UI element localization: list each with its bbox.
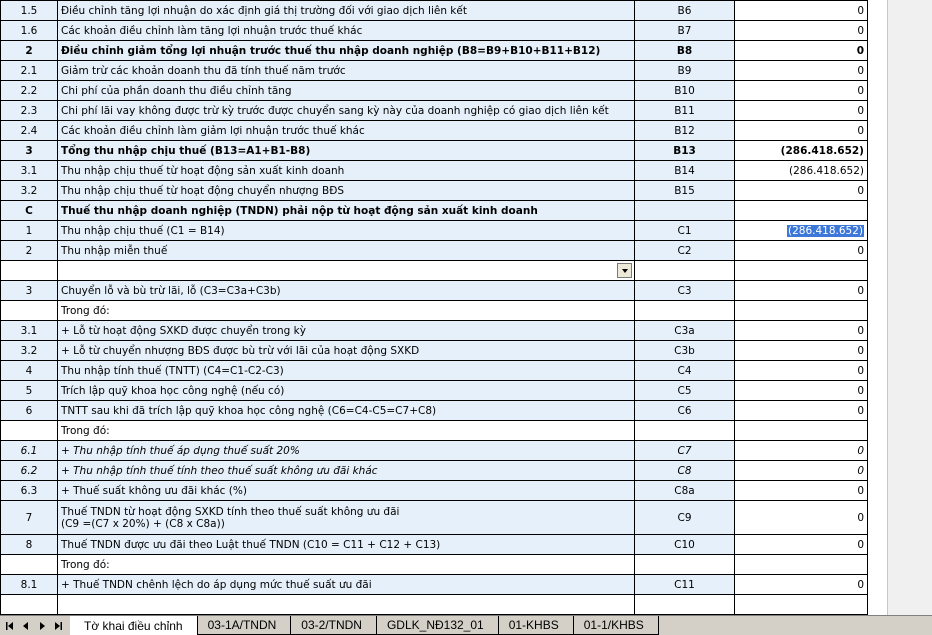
row-code-cell: C5 <box>635 381 735 401</box>
row-description-cell: + Thuế suất không ưu đãi khác (%) <box>58 481 635 501</box>
row-number-cell: 3 <box>1 141 58 161</box>
row-value-cell[interactable]: 0 <box>735 441 868 461</box>
table-row <box>1 401 868 421</box>
table-row <box>1 575 868 595</box>
sheet-tab-label: 01-KHBS <box>508 618 559 632</box>
row-value-cell[interactable] <box>735 301 868 321</box>
table-row <box>1 161 868 181</box>
row-code-cell: C1 <box>635 221 735 241</box>
row-value-cell[interactable] <box>735 261 868 281</box>
row-description-cell <box>58 595 635 615</box>
row-value-cell[interactable]: 0 <box>735 481 868 501</box>
sheet-tab[interactable] <box>194 616 292 635</box>
table-row <box>1 121 868 141</box>
table-row <box>1 595 868 615</box>
row-number-cell: 3.1 <box>1 161 58 181</box>
row-number-cell: 2.1 <box>1 61 58 81</box>
table-row <box>1 281 868 301</box>
sheet-tab[interactable] <box>70 616 198 635</box>
table-row <box>1 201 868 221</box>
row-number-cell: 2 <box>1 41 58 61</box>
table-row <box>1 241 868 261</box>
table-row <box>1 61 868 81</box>
row-code-cell: B8 <box>635 41 735 61</box>
row-description-cell: Trong đó: <box>58 421 635 441</box>
table-row <box>1 301 868 321</box>
row-description-cell: Chi phí lãi vay không được trừ kỳ trước được chuyển sang kỳ này của doanh nghiệp có giao dịch liên kết <box>58 101 635 121</box>
row-code-cell: C2 <box>635 241 735 261</box>
table-row <box>1 361 868 381</box>
row-number-cell <box>1 261 58 281</box>
row-value-cell[interactable]: 0 <box>735 121 868 141</box>
row-description-cell: Điều chỉnh giảm tổng lợi nhuận trước thuế thu nhập doanh nghiệp (B8=B9+B10+B11+B12) <box>58 41 635 61</box>
row-value-cell[interactable] <box>735 421 868 441</box>
row-code-cell: C8a <box>635 481 735 501</box>
row-number-cell <box>1 301 58 321</box>
row-description-cell <box>58 501 635 535</box>
row-description-cell: TNTT sau khi đã trích lập quỹ khoa học công nghệ (C6=C4-C5=C7+C8) <box>58 401 635 421</box>
row-value-cell[interactable]: 0 <box>735 41 868 61</box>
row-number-cell: 2 <box>1 241 58 261</box>
row-description-cell: Thuế thu nhập doanh nghiệp (TNDN) phải nộp từ hoạt động sản xuất kinh doanh <box>58 201 635 221</box>
row-number-cell: 3.2 <box>1 341 58 361</box>
row-code-cell <box>635 261 735 281</box>
row-value-cell[interactable]: 0 <box>735 181 868 201</box>
row-number-cell: C <box>1 201 58 221</box>
sheet-empty-area <box>887 0 932 615</box>
row-value-cell[interactable]: 0 <box>735 21 868 41</box>
row-description-cell: + Thu nhập tính thuế tính theo thuế suất không ưu đãi khác <box>58 461 635 481</box>
row-value-cell[interactable] <box>735 201 868 221</box>
row-value-cell[interactable]: 0 <box>735 101 868 121</box>
row-value-cell[interactable]: 0 <box>735 81 868 101</box>
row-number-cell: 1 <box>1 221 58 241</box>
row-number-cell: 2.4 <box>1 121 58 141</box>
row-description-cell: Chuyển lỗ và bù trừ lãi, lỗ (C3=C3a+C3b) <box>58 281 635 301</box>
row-code-cell: B12 <box>635 121 735 141</box>
table-row <box>1 481 868 501</box>
row-code-cell: B7 <box>635 21 735 41</box>
row-value-cell[interactable]: 0 <box>735 361 868 381</box>
row-code-cell: B11 <box>635 101 735 121</box>
row-number-cell: 6.2 <box>1 461 58 481</box>
row-code-cell: B6 <box>635 1 735 21</box>
sheet-tab-label: 03-2/TNDN <box>301 618 362 632</box>
row-value-cell[interactable]: 0 <box>735 241 868 261</box>
description-line: Thuế TNDN từ hoạt động SXKD tính theo thuế suất không ưu đãi <box>61 505 400 518</box>
row-description-cell: Giảm trừ các khoản doanh thu đã tính thuế năm trước <box>58 61 635 81</box>
row-description-cell: Thu nhập miễn thuế <box>58 241 635 261</box>
table-row <box>1 141 868 161</box>
row-description-cell: Thu nhập tính thuế (TNTT) (C4=C1-C2-C3) <box>58 361 635 381</box>
row-description-cell: Thu nhập chịu thuế (C1 = B14) <box>58 221 635 241</box>
row-description-cell: Tổng thu nhập chịu thuế (B13=A1+B1-B8) <box>58 141 635 161</box>
table-row <box>1 535 868 555</box>
row-code-cell: C10 <box>635 535 735 555</box>
sheet-right-border <box>867 0 887 615</box>
row-code-cell: C4 <box>635 361 735 381</box>
row-number-cell: 3.2 <box>1 181 58 201</box>
row-code-cell <box>635 301 735 321</box>
sheet-tab[interactable] <box>495 616 574 635</box>
row-value-cell[interactable]: 0 <box>735 321 868 341</box>
row-number-cell: 2.2 <box>1 81 58 101</box>
row-code-cell: B13 <box>635 141 735 161</box>
row-description-cell: Thuế TNDN được ưu đãi theo Luật thuế TNDN (C10 = C11 + C12 + C13) <box>58 535 635 555</box>
row-value-cell[interactable]: 0 <box>735 61 868 81</box>
row-code-cell <box>635 595 735 615</box>
table-row <box>1 261 868 281</box>
row-code-cell: C11 <box>635 575 735 595</box>
row-value-cell[interactable]: 0 <box>735 341 868 361</box>
row-number-cell: 4 <box>1 361 58 381</box>
row-description-cell: Các khoản điều chỉnh làm tăng lợi nhuận trước thuế khác <box>58 21 635 41</box>
row-description-cell: Trong đó: <box>58 301 635 321</box>
row-number-cell: 6 <box>1 401 58 421</box>
row-value-cell[interactable]: 0 <box>735 501 868 535</box>
row-description-cell: Các khoản điều chỉnh làm giảm lợi nhuận trước thuế khác <box>58 121 635 141</box>
nav-next-icon[interactable] <box>34 618 50 634</box>
row-number-cell: 5 <box>1 381 58 401</box>
row-code-cell: C3a <box>635 321 735 341</box>
row-code-cell <box>635 555 735 575</box>
row-number-cell: 6.1 <box>1 441 58 461</box>
row-code-cell: C3b <box>635 341 735 361</box>
row-number-cell: 1.6 <box>1 21 58 41</box>
sheet-tab[interactable] <box>287 616 377 635</box>
row-number-cell: 8 <box>1 535 58 555</box>
row-value-cell[interactable]: 0 <box>735 401 868 421</box>
row-value-cell[interactable]: 0 <box>735 575 868 595</box>
table-row <box>1 501 868 535</box>
selected-value[interactable]: (286.418.652) <box>788 224 863 237</box>
row-number-cell: 6.3 <box>1 481 58 501</box>
nav-prev-icon[interactable] <box>18 618 34 634</box>
row-description-cell: Chi phí của phần doanh thu điều chỉnh tăng <box>58 81 635 101</box>
row-value-cell[interactable]: 0 <box>735 1 868 21</box>
sheet-tab[interactable] <box>373 616 499 635</box>
table-row <box>1 421 868 441</box>
row-description-cell: Trích lập quỹ khoa học công nghệ (nếu có) <box>58 381 635 401</box>
row-code-cell: C8 <box>635 461 735 481</box>
row-value-cell[interactable] <box>735 555 868 575</box>
row-number-cell <box>1 555 58 575</box>
nav-last-icon[interactable] <box>50 618 66 634</box>
row-description-cell: Trong đó: <box>58 555 635 575</box>
table-row <box>1 381 868 401</box>
table-row <box>1 461 868 481</box>
description-line: (C9 =(C7 x 20%) + (C8 x C8a)) <box>61 517 225 530</box>
row-code-cell: B14 <box>635 161 735 181</box>
tab-navigation <box>0 616 66 635</box>
nav-first-icon[interactable] <box>2 618 18 634</box>
row-code-cell: B10 <box>635 81 735 101</box>
row-value-cell[interactable]: 0 <box>735 381 868 401</box>
row-code-cell: C3 <box>635 281 735 301</box>
row-number-cell: 7 <box>1 501 58 535</box>
sheet-tabs <box>70 616 655 635</box>
row-value-cell[interactable]: (286.418.652) <box>735 161 868 181</box>
row-value-cell[interactable]: (286.418.652) <box>735 141 868 161</box>
row-number-cell: 3.1 <box>1 321 58 341</box>
table-row <box>1 321 868 341</box>
row-code-cell <box>635 421 735 441</box>
row-number-cell: 1.5 <box>1 1 58 21</box>
dropdown-arrow-icon[interactable] <box>617 263 632 278</box>
table-row <box>1 341 868 361</box>
table-row <box>1 21 868 41</box>
row-description-cell: Điều chỉnh tăng lợi nhuận do xác định giá thị trường đối với giao dịch liên kết <box>58 1 635 21</box>
table-row <box>1 1 868 21</box>
row-code-cell <box>635 201 735 221</box>
sheet-tab-label: Tờ khai điều chỉnh <box>84 618 183 633</box>
row-number-cell <box>1 595 58 615</box>
table-row <box>1 101 868 121</box>
row-value-cell[interactable]: 0 <box>735 461 868 481</box>
table-row <box>1 41 868 61</box>
row-number-cell: 8.1 <box>1 575 58 595</box>
row-code-cell: C7 <box>635 441 735 461</box>
row-value-cell[interactable] <box>735 221 868 241</box>
row-description-cell: Thu nhập chịu thuế từ hoạt động sản xuất kinh doanh <box>58 161 635 181</box>
row-description-cell: + Lỗ từ chuyển nhượng BĐS được bù trừ với lãi của hoạt động SXKD <box>58 341 635 361</box>
row-value-cell[interactable]: 0 <box>735 281 868 301</box>
table-row <box>1 81 868 101</box>
table-row <box>1 221 868 241</box>
row-code-cell: B15 <box>635 181 735 201</box>
row-value-cell[interactable]: 0 <box>735 535 868 555</box>
row-description-cell: + Thu nhập tính thuế áp dụng thuế suất 20% <box>58 441 635 461</box>
row-code-cell: C6 <box>635 401 735 421</box>
row-number-cell <box>1 421 58 441</box>
table-row <box>1 181 868 201</box>
sheet-tab[interactable] <box>570 616 659 635</box>
sheet-tab-bar <box>0 615 932 635</box>
sheet-tab-label: 03-1A/TNDN <box>207 618 277 632</box>
table-row <box>1 441 868 461</box>
row-value-cell[interactable] <box>735 595 868 615</box>
table-row <box>1 555 868 575</box>
row-code-cell: B9 <box>635 61 735 81</box>
row-description-cell: + Lỗ từ hoạt động SXKD được chuyển trong kỳ <box>58 321 635 341</box>
row-description-cell: + Thuế TNDN chênh lệch do áp dụng mức thuế suất ưu đãi <box>58 575 635 595</box>
row-number-cell: 3 <box>1 281 58 301</box>
row-description-cell: Thu nhập chịu thuế từ hoạt động chuyển nhượng BĐS <box>58 181 635 201</box>
row-number-cell: 2.3 <box>1 101 58 121</box>
row-code-cell: C9 <box>635 501 735 535</box>
combo-cell[interactable] <box>58 261 635 281</box>
sheet-tab-label: 01-1/KHBS <box>583 618 644 632</box>
sheet-tab-label: GDLK_NĐ132_01 <box>386 618 484 632</box>
